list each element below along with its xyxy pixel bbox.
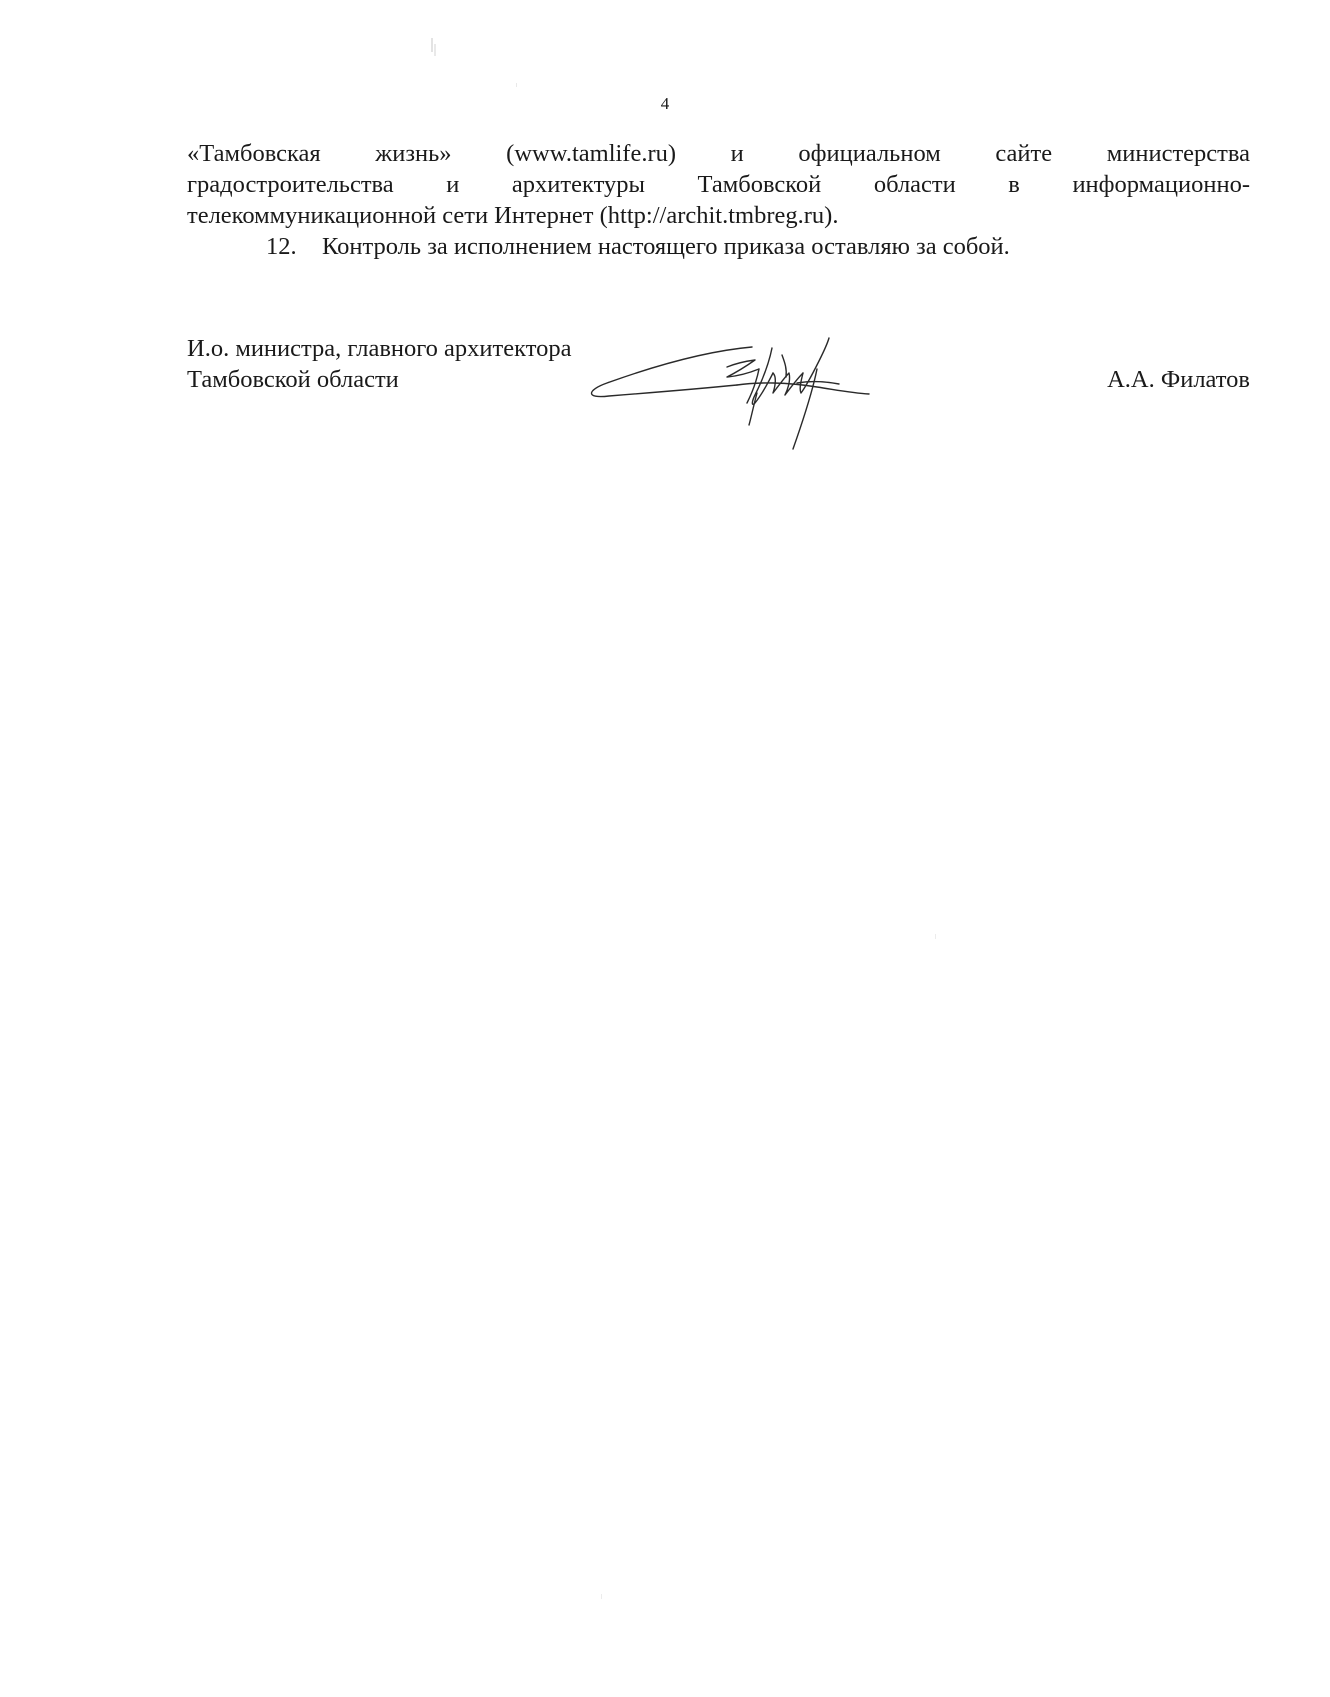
- paragraph-continuation-line-1: «Тамбовская жизнь» (www.tamlife.ru) и официальном сайте министерства: [187, 140, 1250, 167]
- paragraph-continuation-line-3: телекоммуникационной сети Интернет (http://archit.tmbreg.ru).: [187, 202, 839, 229]
- signature-block: [187, 333, 1250, 453]
- item-number: 12.: [266, 233, 297, 260]
- paragraph-item-12: [187, 231, 1250, 262]
- scan-artifact: [434, 44, 436, 56]
- page-number: 4: [660, 94, 670, 113]
- signer-title: [187, 333, 571, 395]
- signer-name: А.А. Филатов: [1107, 366, 1250, 393]
- signer-title-line-2: Тамбовской области: [187, 366, 399, 393]
- document-body: [187, 138, 1250, 262]
- scan-artifact: [935, 934, 936, 939]
- item-text: Контроль за исполнением настоящего приказа оставляю за собой.: [322, 233, 1010, 260]
- scan-artifact: [431, 38, 433, 52]
- signer-title-line-1: И.о. министра, главного архитектора: [187, 335, 572, 362]
- handwritten-signature: [587, 333, 887, 451]
- scan-artifact: [601, 1594, 602, 1599]
- scan-artifact: [516, 83, 517, 87]
- paragraph-continuation-line-2: градостроительства и архитектуры Тамбовской области в информационно-: [187, 171, 1250, 198]
